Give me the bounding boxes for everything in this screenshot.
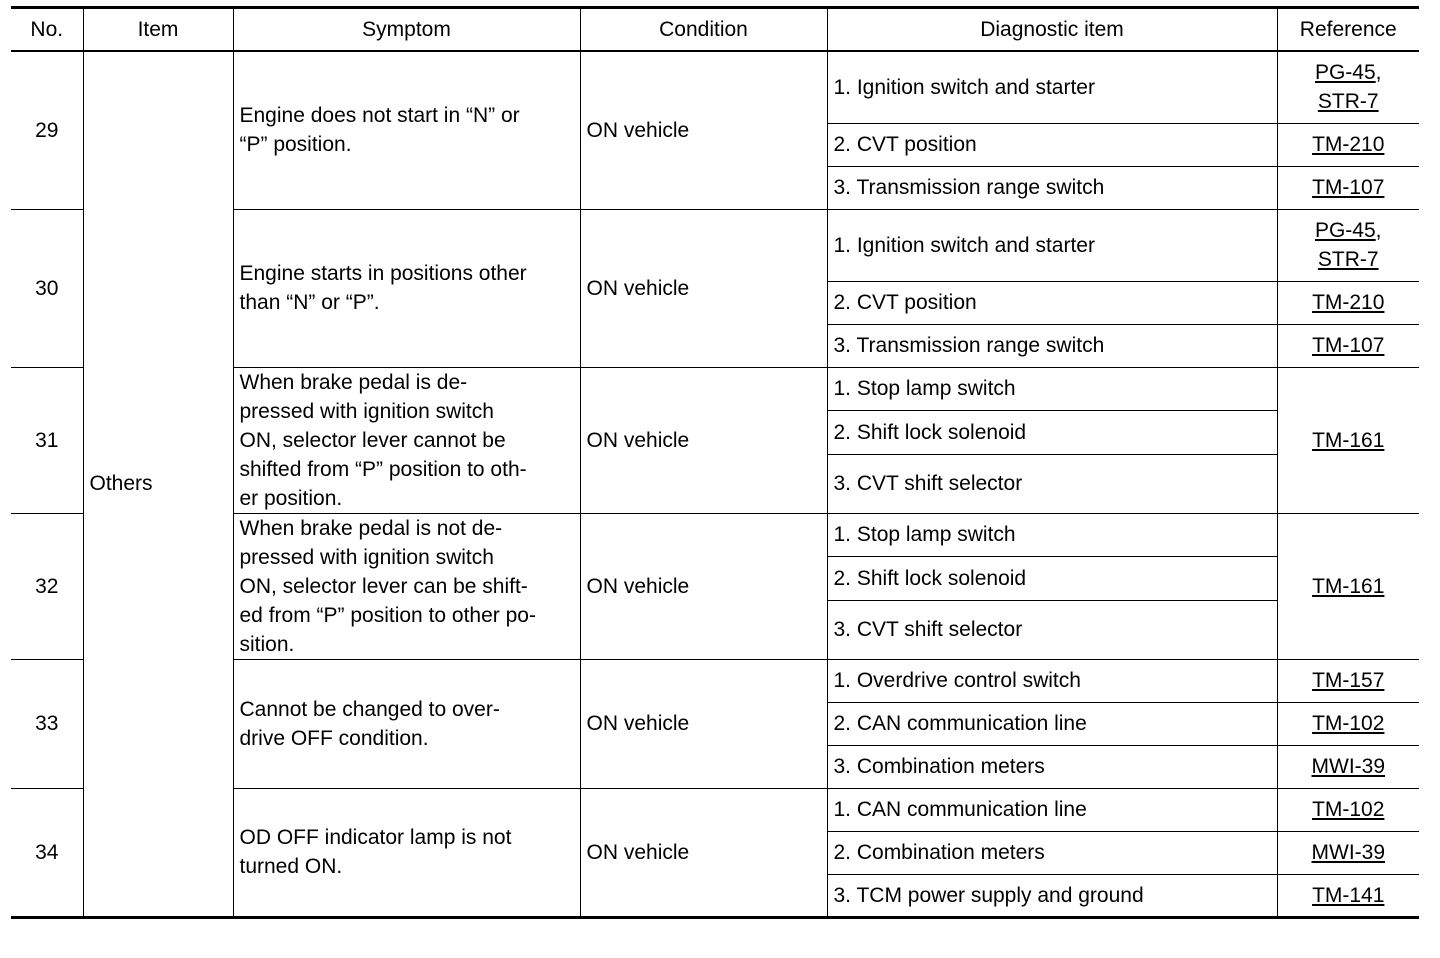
diagnostic-item-cell: 2. CAN communication line xyxy=(827,702,1277,745)
reference-cell xyxy=(1277,51,1419,123)
diagnostic-item-cell: 2. CVT position xyxy=(827,281,1277,324)
symptom-line: pressed with ignition switch xyxy=(239,399,494,423)
symptom-line: When brake pedal is de- xyxy=(239,370,468,394)
reference-line xyxy=(1284,709,1414,738)
reference-cell xyxy=(1277,123,1419,166)
symptom-cell xyxy=(233,51,580,209)
symptom-cell xyxy=(233,659,580,788)
reference-line xyxy=(1284,288,1414,317)
item-group-cell: Others xyxy=(83,51,233,917)
diagnostic-item-cell: 1. Stop lamp switch xyxy=(827,367,1277,411)
reference-cell xyxy=(1277,324,1419,367)
header-reference: Reference xyxy=(1277,8,1419,52)
row-number: 30 xyxy=(11,209,83,367)
reference-link[interactable]: MWI-39 xyxy=(1311,755,1385,778)
diagnosis-table xyxy=(11,6,1419,919)
symptom-line: ed from “P” position to other po- xyxy=(239,603,536,627)
row-number: 29 xyxy=(11,51,83,209)
diagnostic-item-cell: 3. Transmission range switch xyxy=(827,166,1277,209)
symptom-cell xyxy=(233,788,580,917)
reference-line xyxy=(1284,58,1414,87)
condition-cell: ON vehicle xyxy=(580,367,827,513)
row-number: 34 xyxy=(11,788,83,917)
condition-cell: ON vehicle xyxy=(580,659,827,788)
reference-link[interactable]: PG-45 xyxy=(1314,61,1376,85)
symptom-cell xyxy=(233,367,580,513)
symptom-line: drive OFF condition. xyxy=(239,726,429,750)
reference-cell xyxy=(1277,367,1419,513)
reference-separator: , xyxy=(1375,61,1382,85)
reference-link[interactable]: TM-102 xyxy=(1312,712,1385,735)
reference-link[interactable]: TM-161 xyxy=(1312,574,1385,598)
symptom-line: sition. xyxy=(239,632,295,656)
symptom-line: er position. xyxy=(239,486,343,510)
reference-cell xyxy=(1277,166,1419,209)
reference-line xyxy=(1284,666,1414,695)
reference-link[interactable]: TM-102 xyxy=(1312,798,1385,821)
diagnostic-item-cell: 2. Combination meters xyxy=(827,831,1277,874)
diagnostic-item-cell: 1. CAN communication line xyxy=(827,788,1277,831)
diagnostic-item-cell: 3. CVT shift selector xyxy=(827,600,1277,659)
reference-link[interactable]: TM-161 xyxy=(1312,428,1385,452)
symptom-line: than “N” or “P”. xyxy=(239,291,380,314)
diagnostic-item-cell: 2. Shift lock solenoid xyxy=(827,557,1277,601)
diagnostic-item-cell: 1. Stop lamp switch xyxy=(827,513,1277,557)
reference-link[interactable]: TM-107 xyxy=(1312,176,1385,199)
reference-separator: , xyxy=(1375,219,1382,242)
reference-cell xyxy=(1277,513,1419,659)
symptom-line: ON, selector lever cannot be xyxy=(239,428,506,452)
reference-line xyxy=(1284,881,1414,910)
reference-link[interactable]: TM-107 xyxy=(1312,334,1385,357)
table-row xyxy=(11,51,1419,123)
symptom-line: When brake pedal is not de- xyxy=(239,516,503,540)
reference-link[interactable]: TM-210 xyxy=(1312,291,1385,314)
diagnostic-item-cell: 2. Shift lock solenoid xyxy=(827,411,1277,455)
diagnostic-item-cell: 1. Overdrive control switch xyxy=(827,659,1277,702)
reference-cell xyxy=(1277,209,1419,281)
header-no: No. xyxy=(11,8,83,52)
symptom-line: Engine starts in positions other xyxy=(239,262,527,285)
condition-cell: ON vehicle xyxy=(580,51,827,209)
reference-line xyxy=(1284,130,1414,159)
reference-cell xyxy=(1277,788,1419,831)
reference-line xyxy=(1284,216,1414,245)
reference-cell xyxy=(1277,831,1419,874)
header-diagnostic-item: Diagnostic item xyxy=(827,8,1277,52)
condition-cell: ON vehicle xyxy=(580,209,827,367)
reference-cell xyxy=(1277,659,1419,702)
diagnostic-item-cell: 3. Combination meters xyxy=(827,745,1277,788)
reference-line xyxy=(1284,795,1414,824)
symptom-line: shifted from “P” position to oth- xyxy=(239,457,527,481)
symptom-cell xyxy=(233,513,580,659)
reference-line xyxy=(1284,331,1414,360)
table-body xyxy=(11,51,1419,917)
reference-cell xyxy=(1277,874,1419,917)
reference-line xyxy=(1284,87,1414,116)
reference-link[interactable]: STR-7 xyxy=(1317,90,1379,114)
symptom-line: Cannot be changed to over- xyxy=(239,697,500,721)
reference-line xyxy=(1284,838,1414,867)
reference-link[interactable]: TM-210 xyxy=(1312,133,1385,156)
row-number: 32 xyxy=(11,513,83,659)
reference-line xyxy=(1284,245,1414,274)
reference-cell xyxy=(1277,702,1419,745)
reference-link[interactable]: MWI-39 xyxy=(1311,841,1385,864)
reference-link[interactable]: TM-141 xyxy=(1312,883,1385,907)
row-number: 33 xyxy=(11,659,83,788)
reference-link[interactable]: TM-157 xyxy=(1312,669,1385,692)
row-number: 31 xyxy=(11,367,83,513)
symptom-line: Engine does not start in “N” or xyxy=(239,104,520,128)
diagnostic-item-cell: 1. Ignition switch and starter xyxy=(827,209,1277,281)
symptom-line: pressed with ignition switch xyxy=(239,545,494,569)
diagnostic-item-cell: 2. CVT position xyxy=(827,123,1277,166)
reference-link[interactable]: STR-7 xyxy=(1317,248,1379,271)
symptom-cell xyxy=(233,209,580,367)
symptom-line: ON, selector lever can be shift- xyxy=(239,574,528,598)
symptom-line: “P” position. xyxy=(239,133,352,157)
symptom-line: turned ON. xyxy=(239,855,343,878)
header-row xyxy=(11,8,1419,52)
diagnostic-item-cell: 1. Ignition switch and starter xyxy=(827,51,1277,123)
header-item: Item xyxy=(83,8,233,52)
reference-cell xyxy=(1277,281,1419,324)
reference-cell xyxy=(1277,745,1419,788)
reference-line xyxy=(1284,752,1414,781)
diagnostic-item-cell: 3. CVT shift selector xyxy=(827,454,1277,513)
diagnostic-item-cell: 3. TCM power supply and ground xyxy=(827,874,1277,917)
symptom-line: OD OFF indicator lamp is not xyxy=(239,826,512,849)
header-condition: Condition xyxy=(580,8,827,52)
diagnostic-item-cell: 3. Transmission range switch xyxy=(827,324,1277,367)
header-symptom: Symptom xyxy=(233,8,580,52)
condition-cell: ON vehicle xyxy=(580,513,827,659)
condition-cell: ON vehicle xyxy=(580,788,827,917)
reference-line xyxy=(1284,173,1414,202)
reference-link[interactable]: PG-45 xyxy=(1314,219,1376,242)
